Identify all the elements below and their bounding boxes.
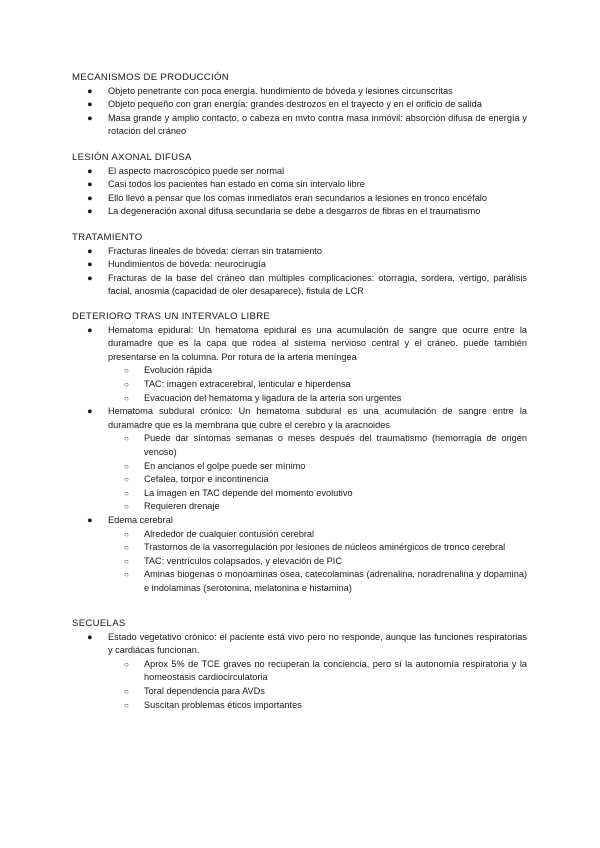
section-mecanismos <box>72 71 527 139</box>
list-item: ● Fracturas lineales de bóveda: cierran sin tratamiento <box>72 245 527 259</box>
list-item: ● Masa grande y amplio contacto, o cabeza en mvto contra masa inmóvil: absorción difusa de energía y rotación del cráneo <box>87 112 527 137</box>
bullet-icon: ● <box>87 631 93 642</box>
section-heading: MECANISMOS DE PRODUCCIÓN <box>72 72 229 83</box>
circle-bullet-icon: ○ <box>124 502 129 512</box>
section-lesion-axonal <box>72 151 527 219</box>
circle-bullet-icon: ○ <box>124 379 129 389</box>
sub-bullet-list <box>108 528 527 596</box>
sub-list-item: ○ Puede dar síntomas semanas o meses después del traumatismo (hemorragia de origen venoso) <box>124 433 527 457</box>
section-deterioro <box>72 310 527 595</box>
circle-bullet-icon: ○ <box>124 556 129 566</box>
sub-list-item: ○ En ancianos el golpe puede ser mínimo <box>72 460 527 474</box>
circle-bullet-icon: ○ <box>124 475 129 485</box>
list-item: ● Ello llevó a pensar que los comas inmediatos eran secundarios a lesiones en tronco encéfalo <box>72 192 527 206</box>
sub-list-item: ○ Suscitan problemas éticos importantes <box>72 699 527 713</box>
sub-list-item: ○ Trastornos de la vasorregulación por lesiones de núcleos aminérgicos de tronco cerebral <box>72 541 527 555</box>
section-tratamiento <box>72 231 527 299</box>
sub-list-item: ○ Evacuación del hematoma y ligadura de la arteria son urgentes <box>72 392 527 406</box>
section-heading: SECUELAS <box>72 618 126 629</box>
sub-list-item: ○ Cefalea, torpor e incontinencia <box>72 473 527 487</box>
circle-bullet-icon: ○ <box>124 659 129 669</box>
sub-list-item: ○ TAC: imagen extracerebral, lenticular e hiperdensa <box>72 378 527 392</box>
sub-list-item: ○ La imagen en TAC depende del momento evolutivo <box>72 487 527 501</box>
list-item: ● Hundimientos de bóveda: neurocirugía <box>72 258 527 272</box>
bullet-icon: ● <box>87 85 93 96</box>
section-secuelas <box>72 617 527 712</box>
section-heading: DETERIORO TRAS UN INTERVALO LIBRE <box>72 311 271 322</box>
list-item: ● Objeto penetrante con poca energía. hundimiento de bóveda y lesiones circunscritas <box>72 85 527 99</box>
circle-bullet-icon: ○ <box>124 393 129 403</box>
sub-list-item: ○ Aprox 5% de TCE graves no recuperan la conciencia, pero sí la autonomía respiratoria y la homeostasis cardiocirculatoria <box>124 658 527 683</box>
bullet-icon: ● <box>87 259 93 270</box>
list-item: ● Fracturas de la base del cráneo dan múltiples complicaciones: otorragia, sordera, vértigo, parálisis facial, anosmia (capacidad de oler desaparece), fistula de LCR <box>87 272 527 297</box>
section-heading: TRATAMIENTO <box>72 232 143 243</box>
bullet-icon: ● <box>87 406 93 417</box>
bullet-icon: ● <box>87 245 93 256</box>
list-item: ● El aspecto macroscópico puede ser normal <box>72 165 527 179</box>
circle-bullet-icon: ○ <box>124 686 129 696</box>
sub-bullet-list <box>108 364 527 405</box>
circle-bullet-icon: ○ <box>124 570 129 580</box>
list-item: ● Hematoma epidural: Un hematoma epidural es una acumulación de sangre que ocurre entre la duramadre que es la capa que rodea al sistema nervioso central y el cráneo. puede también presentarse en la columna. Por rotura de la arteria meníngea ○ Evolución rápida ○ TAC: imagen extracerebral, lenticular e hiperdensa ○ Evacuación del hematoma y ligadura de la arteria son urgentes <box>72 324 527 406</box>
list-item: ● Casi todos los pacientes han estado en coma sin intervalo libre <box>72 178 527 192</box>
bullet-icon: ● <box>87 179 93 190</box>
circle-bullet-icon: ○ <box>124 529 129 539</box>
bullet-icon: ● <box>87 206 93 217</box>
bullet-list <box>72 245 527 299</box>
sub-list-item: ○ Requieren drenaje <box>72 500 527 514</box>
circle-bullet-icon: ○ <box>124 488 129 498</box>
list-item: ● La degeneración axonal difusa secundaria se debe a desgarros de fibras en el traumatismo <box>72 205 527 219</box>
section-heading: LESIÓN AXONAL DIFUSA <box>72 152 192 163</box>
bullet-icon: ● <box>87 324 93 335</box>
circle-bullet-icon: ○ <box>124 461 129 471</box>
list-item: ● Edema cerebral ○ Alrededor de cualquier contusión cerebral ○ Trastornos de la vasorregulación por lesiones de núcleos aminérgicos de tronco cerebral ○ TAC: ventrículos colapsados, y elevación de PIC ○ Aminas biogenas o monoaminas osea, catecolaminas (adrenalina, noradrenalina y dopamina) e indolaminas (serotonina, melatonina e histamina) <box>72 514 527 596</box>
bullet-icon: ● <box>87 192 93 203</box>
sub-list-item: ○ Aminas biogenas o monoaminas osea, catecolaminas (adrenalina, noradrenalina y dopamina) e indolaminas (serotonina, melatonina e histamina) <box>124 569 527 593</box>
sub-list-item: ○ Toral dependencia para AVDs <box>72 685 527 699</box>
sub-bullet-list <box>108 658 527 712</box>
circle-bullet-icon: ○ <box>124 366 129 376</box>
sub-list-item: ○ Alrededor de cualquier contusión cerebral <box>72 528 527 542</box>
circle-bullet-icon: ○ <box>124 434 129 444</box>
bullet-icon: ● <box>87 165 93 176</box>
list-item: ● Hematoma subdural crónico: Un hematoma subdural es una acumulación de sangre entre la duramadre que es la membrana que cubre el cerebro y la aracnoides ○ Puede dar síntomas semanas o meses después del traumatismo (hemorragia de origen venoso) ○ En ancianos el golpe puede ser mínimo ○ Cefalea, torpor e incontinencia ○ La imagen en TAC depende del momento evolutivo ○ Requieren drenaje <box>72 405 527 514</box>
bullet-list <box>72 324 527 596</box>
list-item: ● Objeto pequeño con gran energía: grandes destrozos en el trayecto y en el orificio de salida <box>72 98 527 112</box>
bullet-icon: ● <box>87 99 93 110</box>
list-item: ● Estado vegetativo crónico: el paciente está vivo pero no responde, aunque las funciones respiratorias y cardiácas funcionan. ○ Aprox 5% de TCE graves no recuperan la conciencia, pero sí la autonomía respiratoria y la homeostasis cardiocirculatoria ○ Toral dependencia para AVDs ○ Suscitan problemas éticos importantes <box>72 631 527 713</box>
bullet-list <box>72 165 527 219</box>
circle-bullet-icon: ○ <box>124 700 129 710</box>
bullet-icon: ● <box>87 514 93 525</box>
bullet-list <box>72 631 527 713</box>
sub-list-item: ○ TAC: ventrículos colapsados, y elevación de PIC <box>72 555 527 569</box>
bullet-icon: ● <box>87 272 93 283</box>
bullet-list <box>72 85 527 139</box>
sub-list-item: ○ Evolución rápida <box>72 364 527 378</box>
bullet-icon: ● <box>87 112 93 123</box>
circle-bullet-icon: ○ <box>124 543 129 553</box>
sub-bullet-list <box>108 432 527 514</box>
